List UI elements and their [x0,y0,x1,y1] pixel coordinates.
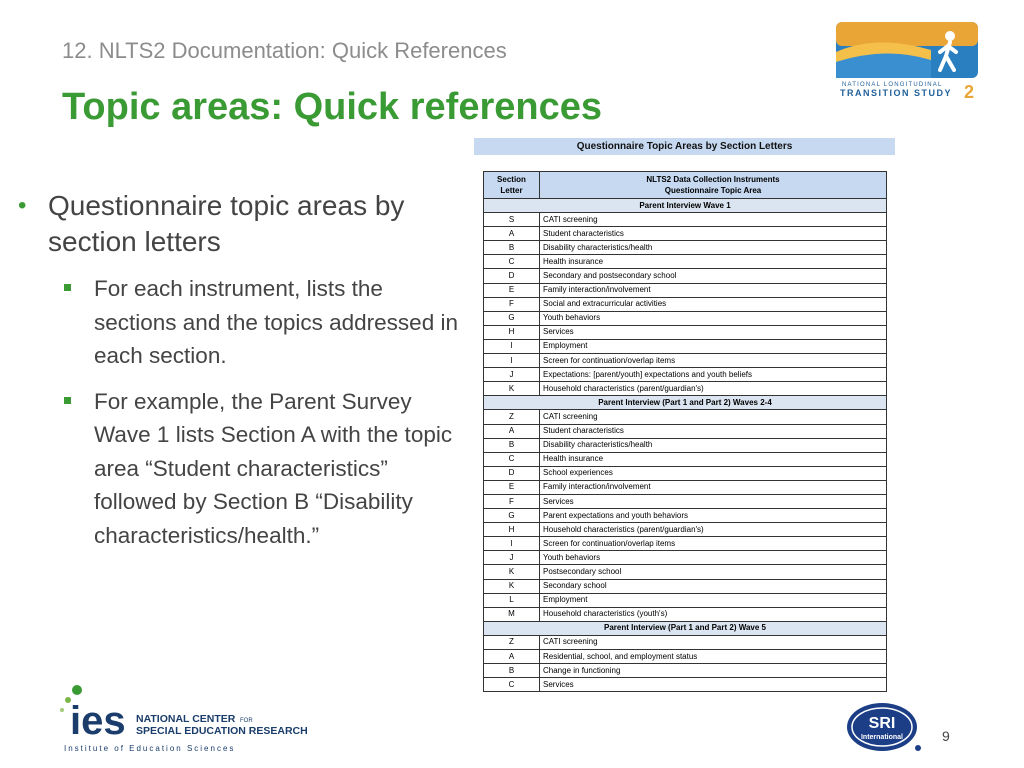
section-letter-cell: I [484,537,540,551]
topic-area-cell: Services [540,325,887,339]
topic-area-cell: Parent expectations and youth behaviors [540,509,887,523]
sri-mark: SRI [868,715,896,732]
table-row [484,607,887,621]
table-row [484,579,887,593]
topic-area-cell: Youth behaviors [540,311,887,325]
section-letter-cell: E [484,283,540,297]
topic-area-cell: Screen for continuation/overlap items [540,354,887,368]
ies-ncser-logo [50,682,310,762]
section-letter-cell: K [484,382,540,396]
sri-subtext: International [860,734,904,741]
sub-bullet [18,272,458,373]
section-letter-cell: H [484,325,540,339]
table-row [484,297,887,311]
section-letter-cell: F [484,297,540,311]
topic-area-cell: Social and extracurricular activities [540,297,887,311]
bullet-main [18,188,458,260]
section-letter-cell: G [484,509,540,523]
group-label: Parent Interview Wave 1 [484,199,887,213]
section-letter-cell: E [484,480,540,494]
topic-area-cell: Change in functioning [540,664,887,678]
nlts2-logo [836,22,978,100]
table-row [484,551,887,565]
topic-area-cell: Residential, school, and employment status [540,650,887,664]
table-row [484,664,887,678]
topic-area-cell: Household characteristics (youth's) [540,607,887,621]
header-col1-line1: Section [497,175,526,184]
table-row [484,213,887,227]
section-letter-cell: I [484,339,540,353]
section-letter-cell: Z [484,635,540,649]
topic-area-cell: Disability characteristics/health [540,241,887,255]
slide-title: Topic areas: Quick references [62,86,602,128]
section-letter-cell: C [484,255,540,269]
table-row [484,424,887,438]
table-row [484,593,887,607]
section-letter-cell: J [484,368,540,382]
topic-area-cell: Household characteristics (parent/guardian's) [540,382,887,396]
nlts2-logo-line1: NATIONAL LONGITUDINAL [842,82,943,88]
nlts2-logo-line2: TRANSITION STUDY [840,88,953,98]
table-row [484,382,887,396]
section-letter-cell: C [484,452,540,466]
ies-tagline: Institute of Education Sciences [64,744,236,753]
section-letter-cell: A [484,650,540,664]
topic-area-cell: Screen for continuation/overlap items [540,537,887,551]
table-row [484,255,887,269]
header-col1-line2: Letter [500,186,523,195]
table-row [484,537,887,551]
section-letter-cell: F [484,494,540,508]
bullet-dot-icon: • [18,192,27,219]
table-row [484,452,887,466]
table-row [484,339,887,353]
table-caption: Questionnaire Topic Areas by Section Letters [474,138,895,155]
section-letter-cell: I [484,354,540,368]
ies-line2: SPECIAL EDUCATION RESEARCH [136,725,308,737]
topic-area-cell: Family interaction/involvement [540,283,887,297]
topic-area-cell: School experiences [540,466,887,480]
section-letter-cell: J [484,551,540,565]
group-label: Parent Interview (Part 1 and Part 2) Wave 5 [484,621,887,635]
slide-subtitle: 12. NLTS2 Documentation: Quick References [62,38,507,63]
table-group-header [484,199,887,213]
registered-mark-icon [915,745,921,751]
topic-area-cell: CATI screening [540,410,887,424]
header-col2-line2: Questionnaire Topic Area [664,186,762,195]
nlts2-logo-number: 2 [964,82,975,100]
section-letter-cell: Z [484,410,540,424]
page-number: 9 [942,728,950,744]
section-letter-cell: B [484,241,540,255]
topic-area-cell: Secondary and postsecondary school [540,269,887,283]
topic-area-cell: Expectations: [parent/youth] expectations and youth beliefs [540,368,887,382]
topic-area-cell: Family interaction/involvement [540,480,887,494]
ies-for: FOR [240,718,253,724]
group-label: Parent Interview (Part 1 and Part 2) Waves 2-4 [484,396,887,410]
ies-line1: NATIONAL CENTER [136,713,236,725]
table-row [484,325,887,339]
table-row [484,480,887,494]
header-col2-line1: NLTS2 Data Collection Instruments [646,175,780,184]
ies-dot-icon [72,685,82,695]
section-letter-cell: A [484,227,540,241]
section-letter-cell: B [484,438,540,452]
section-letter-cell: C [484,678,540,692]
table-row [484,466,887,480]
table-row [484,227,887,241]
table-row [484,509,887,523]
section-letter-cell: D [484,466,540,480]
table-row [484,635,887,649]
topic-area-cell: Student characteristics [540,424,887,438]
section-letter-cell: S [484,213,540,227]
ies-mark: ies [70,699,126,743]
bullet-main-text: Questionnaire topic areas by section letters [48,190,405,257]
section-letter-cell: L [484,593,540,607]
topic-area-cell: Household characteristics (parent/guardian's) [540,523,887,537]
table-row [484,241,887,255]
topic-area-cell: Disability characteristics/health [540,438,887,452]
topic-area-cell: Secondary school [540,579,887,593]
table-group-header [484,396,887,410]
square-bullet-icon [64,397,71,404]
topic-area-cell: Services [540,494,887,508]
table-body [484,199,887,692]
topic-area-cell: Employment [540,593,887,607]
topic-area-cell: Youth behaviors [540,551,887,565]
table-row [484,354,887,368]
sub-bullet [18,385,458,553]
table-row [484,565,887,579]
section-letter-cell: K [484,565,540,579]
bullet-list [18,188,458,552]
topic-areas-table [483,171,887,692]
topic-area-cell: Health insurance [540,452,887,466]
section-letter-cell: A [484,424,540,438]
table-row [484,678,887,692]
table-row [484,438,887,452]
topic-area-cell: Employment [540,339,887,353]
table-row [484,269,887,283]
table-row [484,368,887,382]
sub-bullet-text: For example, the Parent Survey Wave 1 lists Section A with the topic area “Student characteristics” followed by Section B “Disability characteristics/health.” [94,388,453,548]
section-letter-cell: M [484,607,540,621]
topic-area-cell: CATI screening [540,213,887,227]
section-letter-cell: K [484,579,540,593]
header-section-letter [484,172,540,199]
topic-area-cell: Student characteristics [540,227,887,241]
section-letter-cell: D [484,269,540,283]
table-row [484,311,887,325]
square-bullet-icon [64,284,71,291]
table-header-row [484,172,887,199]
table-group-header [484,621,887,635]
table-row [484,283,887,297]
table-row [484,494,887,508]
table-row [484,650,887,664]
header-topic-area [540,172,887,199]
ies-dot-icon [60,708,64,712]
sri-international-logo [844,700,924,754]
topic-area-cell: Services [540,678,887,692]
section-letter-cell: H [484,523,540,537]
section-letter-cell: B [484,664,540,678]
topic-area-cell: Postsecondary school [540,565,887,579]
table-row [484,410,887,424]
topic-area-cell: CATI screening [540,635,887,649]
sub-bullet-text: For each instrument, lists the sections and the topics addressed in each section. [94,276,458,368]
topic-area-cell: Health insurance [540,255,887,269]
table-row [484,523,887,537]
section-letter-cell: G [484,311,540,325]
